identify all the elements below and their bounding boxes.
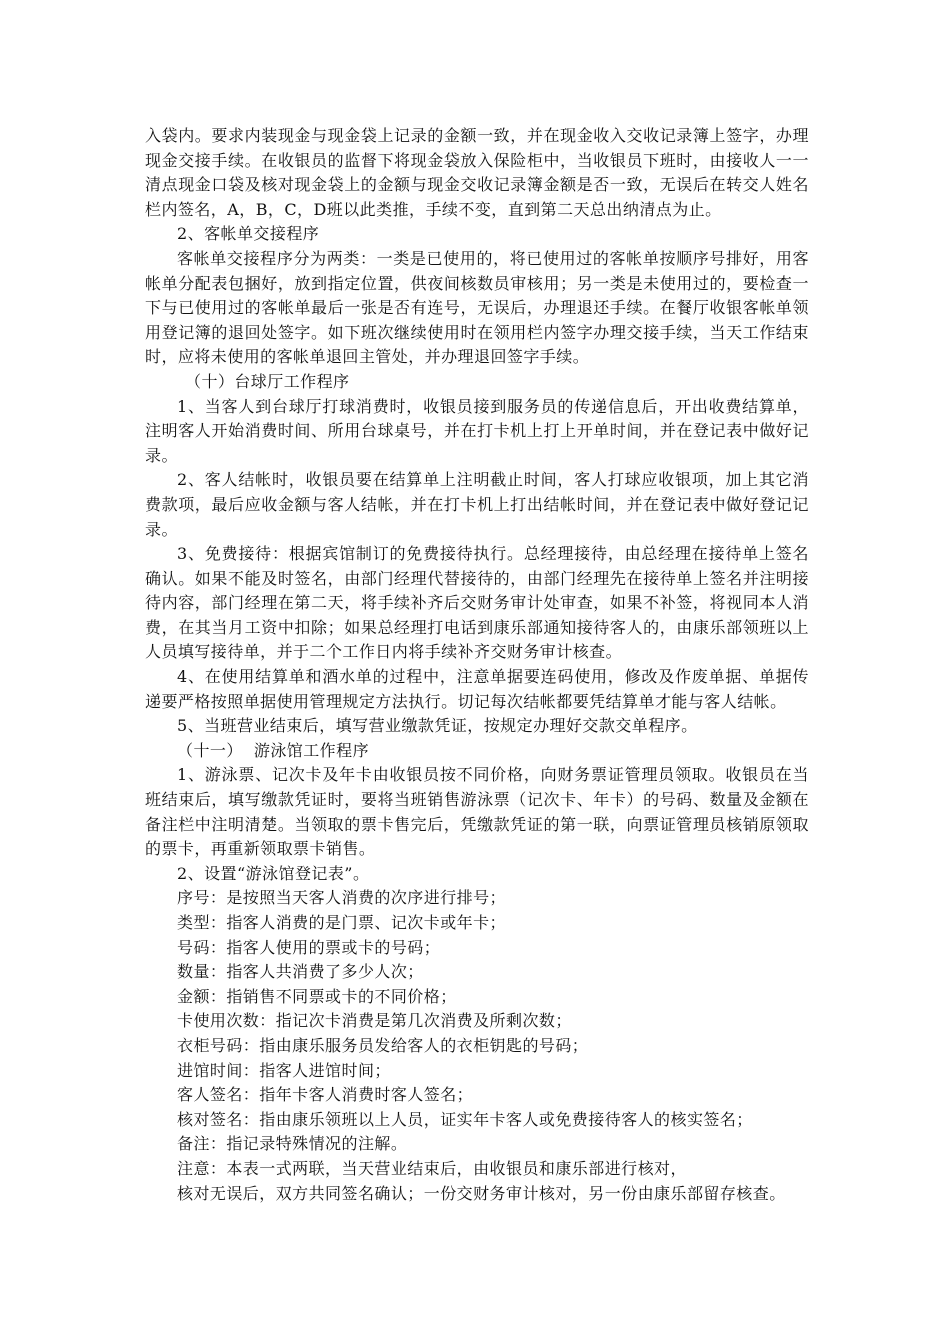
paragraph-billiards-step-2: 2、客人结帐时，收银员要在结算单上注明截止时间，客人打球应收银项，加上其它消费款项，最后应收金额与客人结帐，并在打卡机上打出结帐时间，并在登记表中做好登记记录。 <box>145 470 809 539</box>
list-item-note-continued: 核对无误后，双方共同签名确认；一份交财务审计核对，另一份由康乐部留存核查。 <box>177 1183 786 1203</box>
list-item-card-uses: 卡使用次数：指记次卡消费是第几次消费及所剩次数； <box>177 1011 572 1031</box>
list-item-note: 注意：本表一式两联，当天营业结束后，由收银员和康乐部进行核对， <box>177 1158 687 1178</box>
paragraph-billiards-step-3: 3、免费接待：根据宾馆制订的免费接待执行。总经理接待，由总经理在接待单上签名确认。如果不能及时签名，由部门经理代替接待的，由部门经理先在接待单上签名并注明接待内容，部门经理在第二天，将手续补齐后交财务审计处审查，如果不补签，将视同本人消费，在其当月工资中扣除；如果总经理打电话到康乐部通知接待客人的，由康乐部领班以上人员填写接待单，并于二个工作日内将手续补齐交财务审计核查。 <box>145 544 809 662</box>
list-item-guest-signature: 客人签名：指年卡客人消费时客人签名； <box>177 1085 474 1105</box>
paragraph-billiards-step-5: 5、当班营业结束后，填写营业缴款凭证，按规定办理好交款交单程序。 <box>177 716 698 736</box>
paragraph-billiards-step-1: 1、当客人到台球厅打球消费时，收银员接到服务员的传递信息后，开出收费结算单，注明客人开始消费时间、所用台球桌号，并在打卡机上打上开单时间，并在登记表中做好记录。 <box>145 396 809 465</box>
list-item-locker-number: 衣柜号码：指由康乐服务员发给客人的衣柜钥匙的号码； <box>177 1035 589 1055</box>
paragraph-guest-bill-handover: 客帐单交接程序分为两类：一类是已使用的，将已使用过的客帐单按顺序号排好，用客帐单分配表包捆好，放到指定位置，供夜间核数员审核用；另一类是未使用过的，要检查一下与已使用过的客帐单最后一张是否有连号，无误后，办理退还手续。在餐厅收银客帐单领用登记簿的退回处签字。如下班次继续使用时在领用栏内签字办理交接手续，当天工作结束时，应将未使用的客帐单退回主管处，并办理退回签字手续。 <box>145 248 809 367</box>
list-item-entry-time: 进馆时间：指客人进馆时间； <box>177 1060 391 1080</box>
paragraph-swimming-step-2: 2、设置“游泳馆登记表”。 <box>177 863 370 883</box>
section-heading-swimming: （十一） 游泳馆工作程序 <box>177 740 370 760</box>
list-item-number: 号码：指客人使用的票或卡的号码； <box>177 937 441 957</box>
paragraph-cash-bag-handover: 入袋内。要求内装现金与现金袋上记录的金额一致，并在现金收入交收记录簿上签字，办理现金交接手续。在收银员的监督下将现金袋放入保险柜中，当收银员下班时，由接收人一一清点现金口袋及核对现金袋上的金额与现金交收记录簿金额是否一致，无误后在转交人姓名栏内签名，A，B，C，D班以此类推，手续不变，直到第二天总出纳清点为止。 <box>145 126 809 219</box>
list-item-quantity: 数量：指客人共消费了多少人次； <box>177 962 424 982</box>
list-item-verification-signature: 核对签名：指由康乐领班以上人员，证实年卡客人或免费接待客人的核实签名； <box>177 1109 753 1129</box>
list-item-amount: 金额：指销售不同票或卡的不同价格； <box>177 986 457 1006</box>
section-heading-billiards: （十）台球厅工作程序 <box>185 371 350 391</box>
paragraph-billiards-step-4: 4、在使用结算单和酒水单的过程中，注意单据要连码使用，修改及作废单据、单据传递要严格按照单据使用管理规定方法执行。切记每次结帐都要凭结算单才能与客人结帐。 <box>145 667 809 711</box>
list-item-serial-number: 序号：是按照当天客人消费的次序进行排号； <box>177 888 507 908</box>
document-body <box>145 124 809 1206</box>
heading-guest-bill-handover: 2、客帐单交接程序 <box>177 224 320 244</box>
paragraph-swimming-step-1: 1、游泳票、记次卡及年卡由收银员按不同价格，向财务票证管理员领取。收银员在当班结束后，填写缴款凭证时，要将当班销售游泳票（记次卡、年卡）的号码、数量及金额在备注栏中注明清楚。当领取的票卡售完后，凭缴款凭证的第一联，向票证管理员核销原领取的票卡，再重新领取票卡销售。 <box>145 765 809 859</box>
list-item-type: 类型：指客人消费的是门票、记次卡或年卡； <box>177 913 507 932</box>
list-item-remarks: 备注：指记录特殊情况的注解。 <box>177 1134 408 1154</box>
